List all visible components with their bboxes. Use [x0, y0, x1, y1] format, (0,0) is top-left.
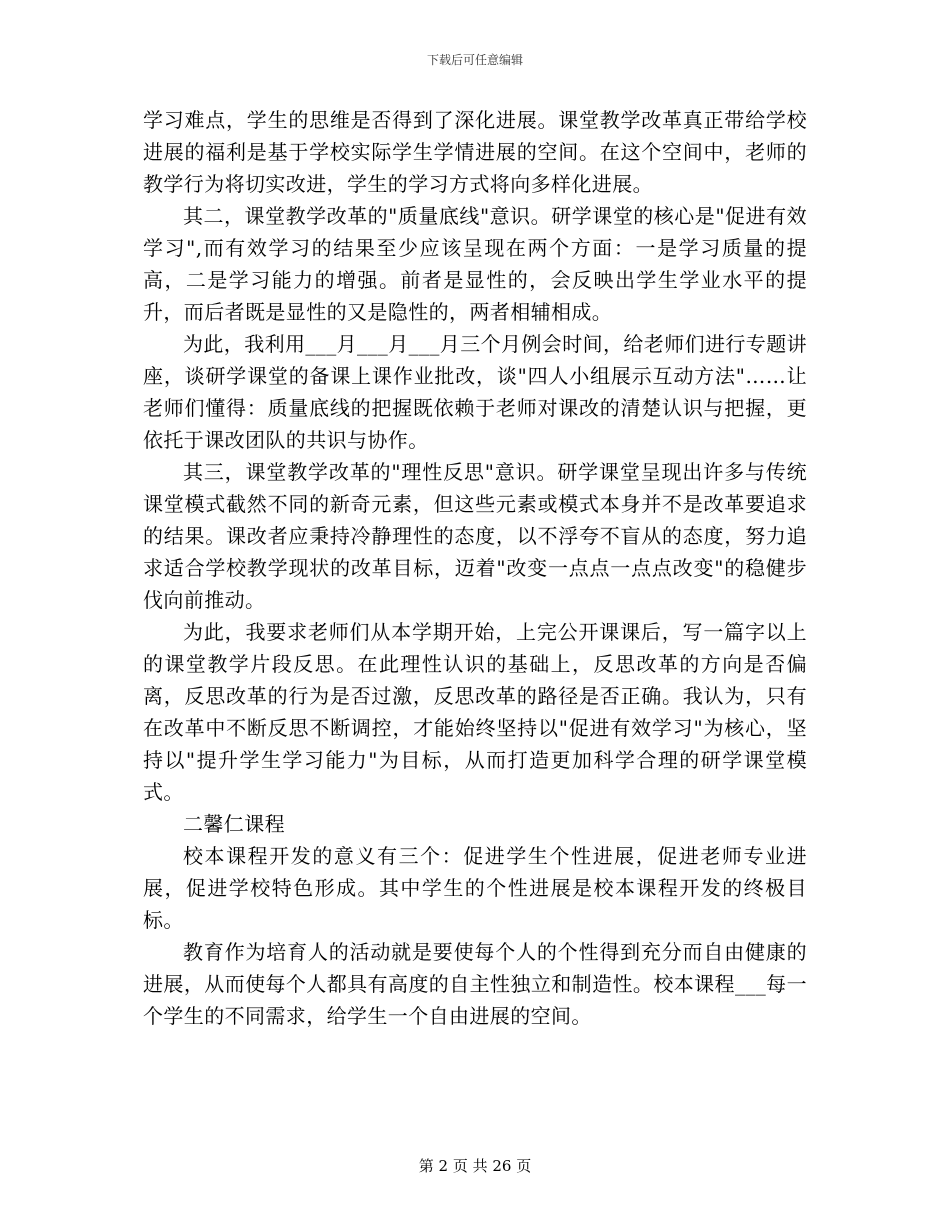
page-number-footer: 第 2 页 共 26 页 — [418, 1157, 532, 1175]
paragraph: 其三，课堂教学改革的"理性反思"意识。研学课堂呈现出许多与传统课堂模式截然不同的新奇元素，但这些元素或模式本身并不是改革要追求的结果。课改者应秉持冷静理性的态度，以不浮夸不盲从的态度，努力追求适合学校教学现状的改革目标，迈着"改变一点点一点点改变"的稳健步伐向前推动。 — [143, 460, 807, 612]
paragraph: 为此，我利用___月___月___月三个月例会时间，给老师们进行专题讲座，谈研学课堂的备课上课作业批改，谈"四人小组展示互动方法"……让老师们懂得：质量底线的把握既依赖于老师对课改的清楚认识与把握，更依托于课改团队的共识与协作。 — [143, 332, 807, 452]
page-header: 下载后可任意编辑 — [426, 53, 523, 67]
paragraph: 教育作为培育人的活动就是要使每个人的个性得到充分而自由健康的进展，从而使每个人都具有高度的自主性独立和制造性。校本课程___每一个学生的不同需求，给学生一个自由进展的空间。 — [143, 940, 807, 1028]
paragraph: 其二，课堂教学改革的"质量底线"意识。研学课堂的核心是"促进有效学习",而有效学习的结果至少应该呈现在两个方面：一是学习质量的提高，二是学习能力的增强。前者是显性的，会反映出学生学业水平的提升，而后者既是显性的又是隐性的，两者相辅相成。 — [143, 204, 807, 324]
section-heading: 二馨仁课程 — [183, 812, 285, 836]
document-body — [143, 104, 807, 1032]
paragraph: 校本课程开发的意义有三个：促进学生个性进展，促进老师专业进展，促进学校特色形成。其中学生的个性进展是校本课程开发的终极目标。 — [143, 844, 807, 932]
paragraph: 学习难点，学生的思维是否得到了深化进展。课堂教学改革真正带给学校进展的福利是基于学校实际学生学情进展的空间。在这个空间中，老师的教学行为将切实改进，学生的学习方式将向多样化进展。 — [143, 108, 807, 196]
paragraph: 为此，我要求老师们从本学期开始，上完公开课课后，写一篇字以上的课堂教学片段反思。在此理性认识的基础上，反思改革的方向是否偏离，反思改革的行为是否过激，反思改革的路径是否正确。我认为，只有在改革中不断反思不断调控，才能始终坚持以"促进有效学习"为核心，坚持以"提升学生学习能力"为目标，从而打造更加科学合理的研学课堂模式。 — [143, 620, 807, 804]
